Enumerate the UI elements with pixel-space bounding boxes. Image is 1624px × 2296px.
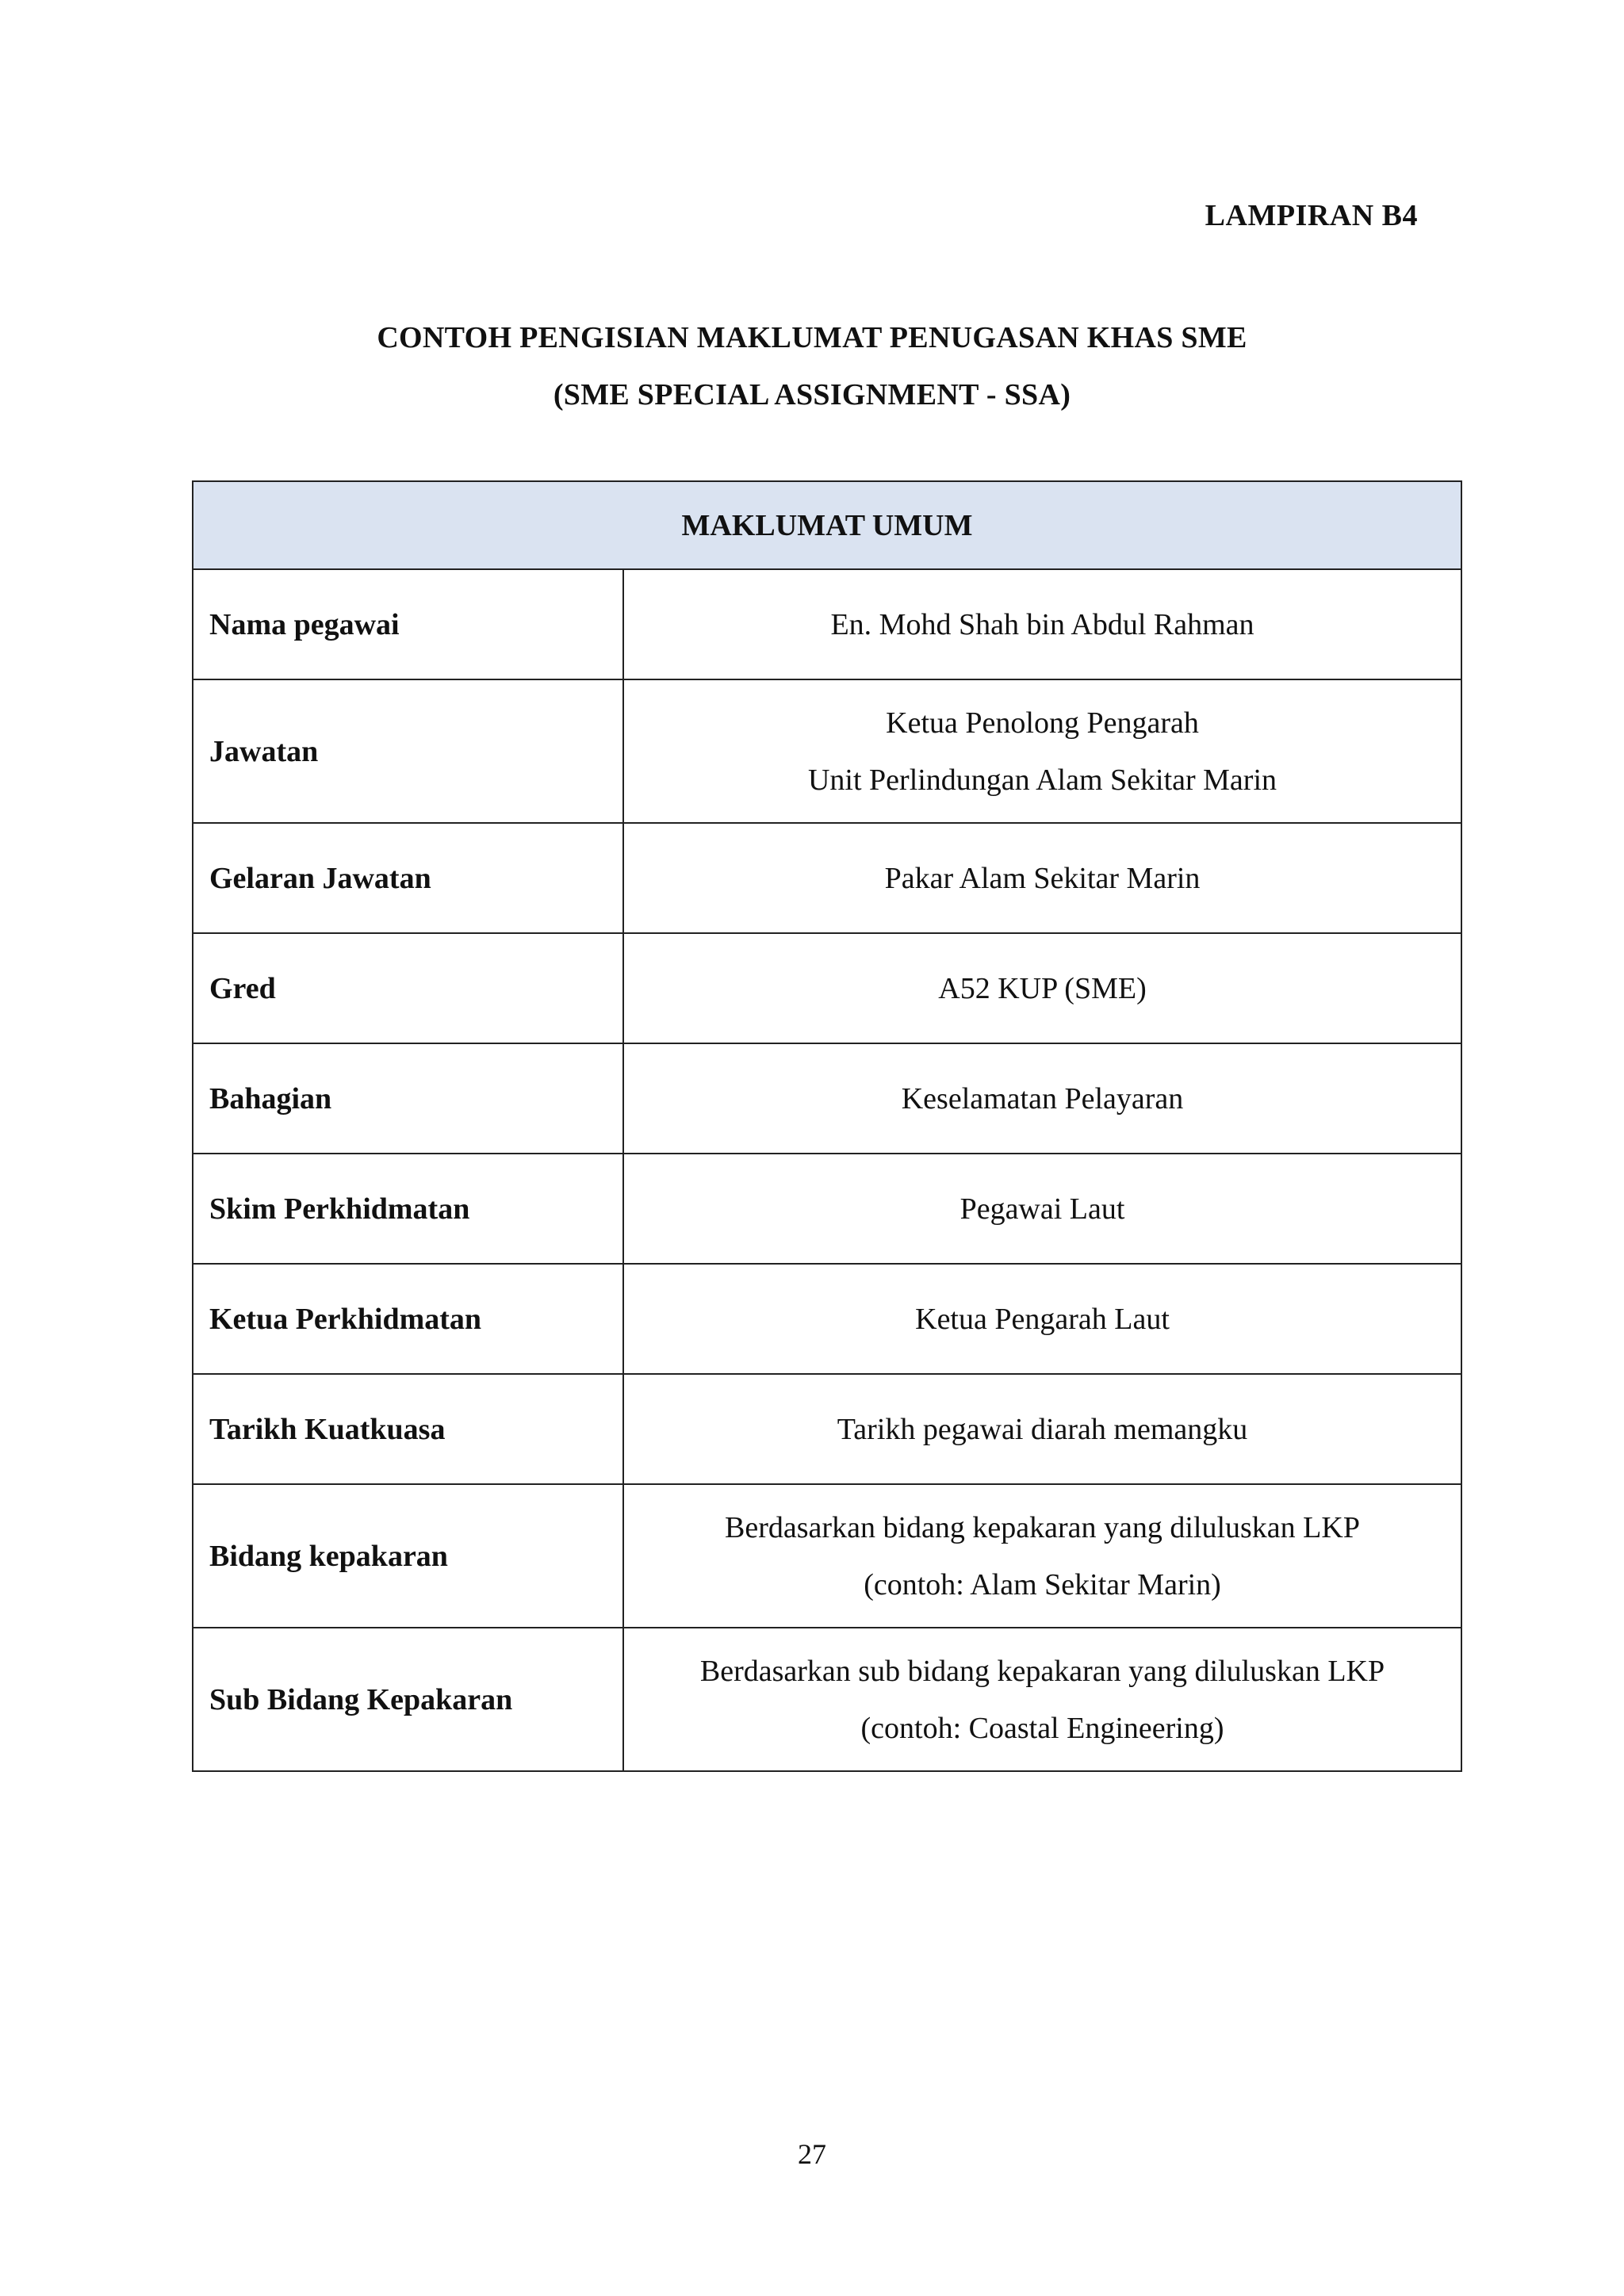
field-value-line: Berdasarkan bidang kepakaran yang diluluskan LKP (725, 1510, 1360, 1544)
field-value (623, 679, 1461, 823)
field-value (623, 1484, 1461, 1628)
field-value (623, 569, 1461, 679)
table-row (193, 679, 1461, 823)
table-row (193, 823, 1461, 933)
field-value-line: Berdasarkan sub bidang kepakaran yang diluluskan LKP (699, 1654, 1385, 1688)
field-value (623, 823, 1461, 933)
table-section-header: MAKLUMAT UMUM (193, 481, 1461, 569)
table-body (193, 569, 1461, 1771)
table-row (193, 569, 1461, 679)
field-label: Tarikh Kuatkuasa (193, 1374, 623, 1484)
table-row (193, 1043, 1461, 1154)
table-row (193, 1264, 1461, 1374)
field-label: Gelaran Jawatan (193, 823, 623, 933)
field-value-line: Keselamatan Pelayaran (901, 1081, 1184, 1115)
field-value-line: Pegawai Laut (959, 1192, 1125, 1226)
field-value-line: (contoh: Alam Sekitar Marin) (864, 1567, 1221, 1601)
field-label: Ketua Perkhidmatan (193, 1264, 623, 1374)
field-value (623, 1264, 1461, 1374)
field-value-line: (contoh: Coastal Engineering) (860, 1711, 1224, 1745)
attachment-label: LAMPIRAN B4 (1205, 199, 1418, 232)
document-title (0, 309, 1624, 423)
field-label: Skim Perkhidmatan (193, 1154, 623, 1264)
field-label: Sub Bidang Kepakaran (193, 1628, 623, 1771)
field-value-line: En. Mohd Shah bin Abdul Rahman (830, 607, 1254, 641)
table-row (193, 1628, 1461, 1771)
field-value (623, 1043, 1461, 1154)
field-label: Bidang kepakaran (193, 1484, 623, 1628)
field-value (623, 1374, 1461, 1484)
field-label: Gred (193, 933, 623, 1043)
field-value (623, 1628, 1461, 1771)
general-info-table (192, 480, 1462, 1772)
table-row (193, 933, 1461, 1043)
field-label: Nama pegawai (193, 569, 623, 679)
table-row (193, 1374, 1461, 1484)
field-value-line: Tarikh pegawai diarah memangku (837, 1412, 1248, 1446)
table-row (193, 1484, 1461, 1628)
title-line-2: (SME SPECIAL ASSIGNMENT - SSA) (553, 378, 1071, 411)
field-value-line: A52 KUP (SME) (938, 971, 1147, 1005)
field-label: Bahagian (193, 1043, 623, 1154)
field-value (623, 933, 1461, 1043)
field-value (623, 1154, 1461, 1264)
field-value-line: Unit Perlindungan Alam Sekitar Marin (807, 763, 1277, 797)
page-number: 27 (798, 2138, 826, 2170)
field-label: Jawatan (193, 679, 623, 823)
field-value-line: Ketua Pengarah Laut (915, 1302, 1170, 1336)
field-value-line: Pakar Alam Sekitar Marin (884, 861, 1201, 895)
title-line-1: CONTOH PENGISIAN MAKLUMAT PENUGASAN KHAS SME (377, 321, 1247, 354)
field-value-line: Ketua Penolong Pengarah (886, 706, 1199, 740)
table-row (193, 1154, 1461, 1264)
